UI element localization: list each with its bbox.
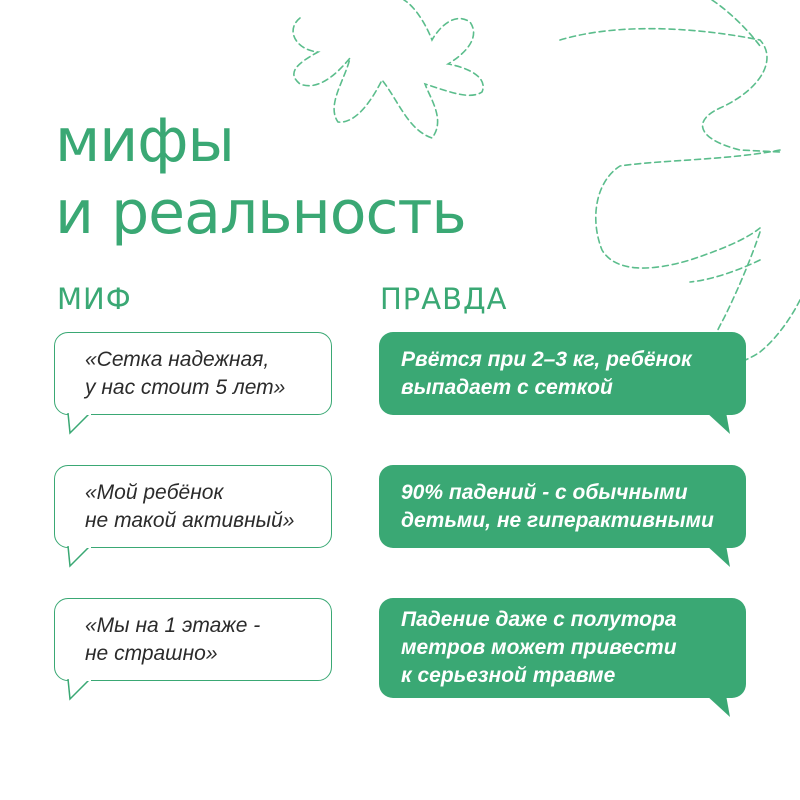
- myth-bubble-1: [54, 332, 332, 415]
- truth-3-line-2: метров может привести: [401, 636, 677, 659]
- myth-1-line-1: «Сетка надежная,: [85, 347, 270, 371]
- truth-1-line-2: выпадает с сеткой: [401, 375, 613, 399]
- myth-column-label: МИФ: [57, 282, 132, 316]
- truth-2-line-1: 90% падений - с обычными: [401, 480, 688, 504]
- truth-bubble-2-tail-icon: [704, 545, 734, 569]
- truth-1-line-1: Рвётся при 2–3 кг, ребёнок: [401, 347, 692, 371]
- myth-bubble-1-tail-icon: [64, 413, 94, 435]
- myth-bubble-3: [54, 598, 332, 681]
- myth-1-line-2: у нас стоит 5 лет»: [85, 375, 286, 399]
- myth-2-line-2: не такой активный»: [85, 508, 295, 532]
- myth-3-line-2: не страшно»: [85, 641, 218, 665]
- truth-bubble-3: [379, 598, 746, 698]
- page-title: [55, 105, 466, 249]
- truth-bubble-1-tail-icon: [704, 412, 734, 436]
- truth-bubble-2: [379, 465, 746, 548]
- title-line-2: и реальность: [55, 178, 466, 248]
- myth-bubble-3-tail-icon: [64, 679, 94, 701]
- truth-3-line-1: Падение даже с полутора: [401, 608, 677, 631]
- myth-3-line-1: «Мы на 1 этаже -: [85, 613, 261, 637]
- myth-bubble-2-tail-icon: [64, 546, 94, 568]
- truth-bubble-1: [379, 332, 746, 415]
- truth-column-label: ПРАВДА: [380, 282, 508, 316]
- myth-2-line-1: «Мой ребёнок: [85, 480, 224, 504]
- truth-2-line-2: детьми, не гиперактивными: [401, 508, 714, 532]
- title-line-1: мифы: [55, 106, 234, 176]
- truth-bubble-3-tail-icon: [704, 695, 734, 719]
- myth-bubble-2: [54, 465, 332, 548]
- truth-3-line-3: к серьезной травме: [401, 664, 616, 687]
